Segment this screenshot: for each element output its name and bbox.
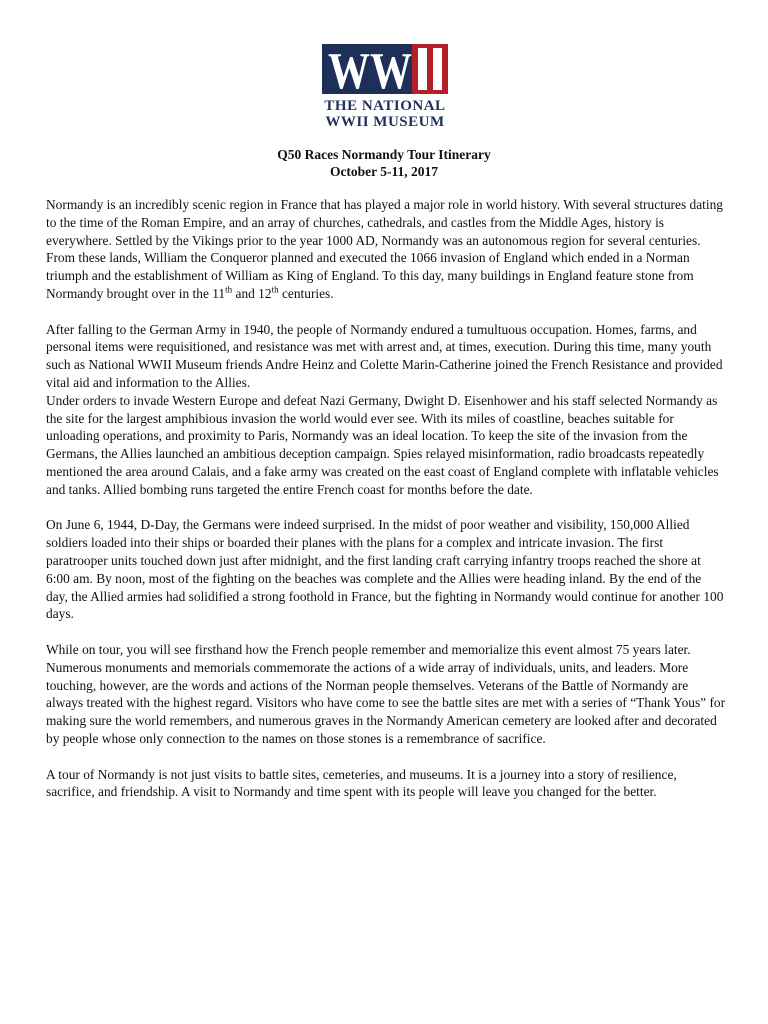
- paragraph-conclusion: A tour of Normandy is not just visits to battle sites, cemeteries, and museums. It is a journey into a story of resilience, sacrifice, and friendship. A visit to Normandy and time spent with its people will leave you changed for the better.: [46, 766, 677, 800]
- paragraph-intro: Normandy is an incredibly scenic region in France that has played a major role in world history. With several structures dating to the time of the Roman Empire, and an array of churches, cathedrals, and castles from the Middle Ages, history is everywhere. Settled by the Vikings prior to the year 1000 AD, Normandy was an autonomous region for several centuries. From these lands, William the Conqueror planned and executed the 1066 invasion of England which ended in a Norman triumph and the establishment of William as King of England. To this day, many buildings in England feature stone from Normandy brought over in the 11th and 12th centuries.: [46, 197, 723, 301]
- paragraph-d-day: On June 6, 1944, D-Day, the Germans were indeed surprised. In the midst of poor weather and visibility, 150,000 Allied soldiers loaded into their ships or boarded their planes with the plans for a complex and intricate invasion. The first paratrooper units touched down just after midnight, and the first landing craft carrying infantry troops reached the shore at 6:00 am. By noon, most of the fighting on the beaches was complete and the Allies were heading inland. By the end of the day, the Allied armies had solidified a strong foothold in France, but the fighting in Normandy would continue for another 100 days.: [46, 517, 724, 622]
- paragraph-remembrance: While on tour, you will see firsthand how the French people remember and memorialize this event almost 75 years later. Numerous monuments and memorials commemorate the actions of a wide array of individuals, units, and leaders. More touching, however, are the words and actions of the Norman people themselves. Veterans of the Battle of Normandy are always treated with the highest regard. Visitors who have come to see the battle sites are met with a series of “Thank Yous” for making sure the world remembers, and numerous graves in the Normandy American cemetery are looked after and decorated by people whose only connection to the names on those stones is a remembrance of sacrifice.: [46, 641, 726, 746]
- paragraph-occupation: After falling to the German Army in 1940, the people of Normandy endured a tumultuous occupation. Homes, farms, and personal items were requisitioned, and resistance was met with arrest and, at times, execution. During this time, many youth such as National WWII Museum friends Andre Heinz and Colette Marin-Catherine joined the French Resistance and provided vital aid and information to the Allies.: [46, 321, 723, 390]
- document-body: [46, 196, 726, 819]
- paragraph-invasion-plan: Under orders to invade Western Europe and defeat Nazi Germany, Dwight D. Eisenhower and his staff selected Normandy as the site for the largest amphibious invasion the world would ever see. With its miles of coastline, beaches suitable for unloading operations, and proximity to Paris, Normandy was an ideal location. To keep the site of the invasion from the Germans, the Allies launched an ambitious deception campaign. Spies relayed misinformation, radio broadcasts repeatedly mentioned the area around Calais, and a fake army was created on the east coast of England complete with inflatable vehicles and tanks. Allied bombing runs targeted the entire French coast for months before the date.: [46, 392, 719, 497]
- logo-text-line1: THE NATIONAL: [324, 98, 446, 114]
- wwii-logo-mark: [322, 44, 448, 94]
- museum-logo: [320, 44, 450, 130]
- logo-text-line2: WWII MUSEUM: [325, 114, 445, 130]
- document-title: Q50 Races Normandy Tour Itinerary: [277, 147, 491, 162]
- document-header: [0, 146, 768, 180]
- document-date: October 5-11, 2017: [329, 164, 439, 179]
- svg-text:WW: WW: [328, 44, 412, 94]
